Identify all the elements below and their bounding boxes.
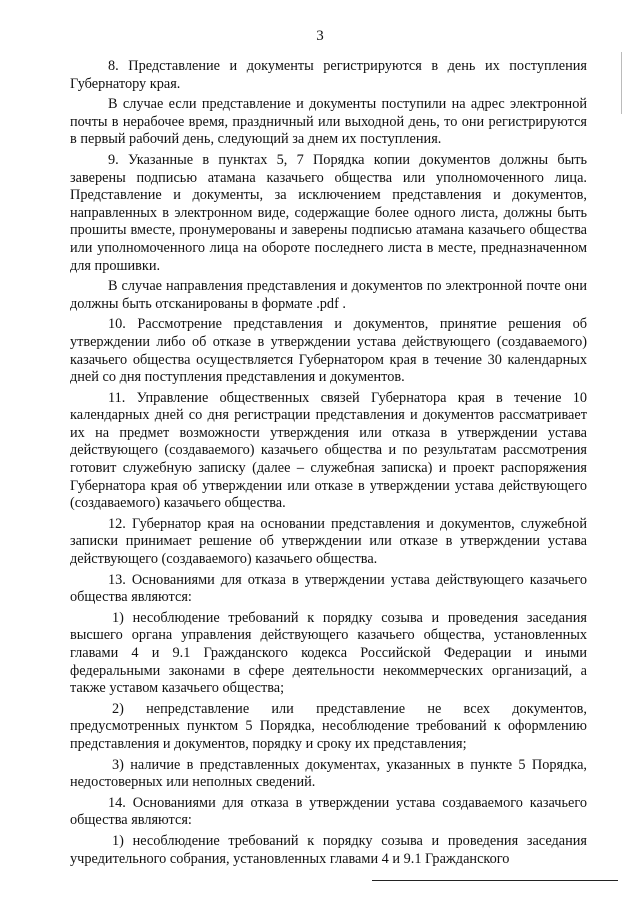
paragraph-13-item-1: 1) несоблюдение требований к порядку созыва и проведения заседания высшего органа управления действующего казачьего общества, установленных главами 4 и 9.1 Гражданского кодекса Российской Федерации и иными федеральными законами в сфере деятельности некоммерческих организаций, а также уставом казачьего общества; <box>70 609 587 697</box>
paragraph-11: 11. Управление общественных связей Губернатора края в течение 10 календарных дней со дня регистрации представления и документов рассматривает их на предмет возможности утверждения или отказа в утверждении устава действующего (создаваемого) казачьего общества и по результатам рассмотрения готовит служебную записку (далее – служебная записка) и проект распоряжения Губернатора края об утверждении или отказе в утверждении устава действующего (создаваемого) казачьего общества. <box>70 389 587 512</box>
paragraph-9: 9. Указанные в пунктах 5, 7 Порядка копии документов должны быть заверены подписью атамана казачьего общества или уполномоченного лица. Представление и документы, за исключением представления и документов, направленных в электронном виде, содержащие более одного листа, должны быть прошиты вместе, пронумерованы и заверены подписью атамана казачьего общества или уполномоченного лица на обороте последнего листа в месте, предназначенном для прошивки. <box>70 151 587 274</box>
paragraph-12: 12. Губернатор края на основании представления и документов, служебной записки принимает решение об утверждении или отказе в утверждении устава действующего (создаваемого) казачьего общества. <box>70 515 587 568</box>
paragraph-14-item-1: 1) несоблюдение требований к порядку созыва и проведения заседания учредительного собрания, установленных главами 4 и 9.1 Гражданского <box>70 832 587 867</box>
paragraph-9-note: В случае направления представления и документов по электронной почте они должны быть отсканированы в формате .pdf . <box>70 278 587 312</box>
document-body <box>70 58 587 871</box>
margin-scan-mark <box>621 52 622 114</box>
paragraph-10: 10. Рассмотрение представления и документов, принятие решения об утверждении либо об отказе в утверждении устава действующего (создаваемого) казачьего общества осуществляется Губернатором края в течение 30 календарных дней со дня поступления представления и документов. <box>70 316 587 386</box>
paragraph-8-note: В случае если представление и документы поступили на адрес электронной почты в нерабочее время, праздничный или выходной день, то они регистрируются в первый рабочий день, следующий за днем их поступления. <box>70 96 587 148</box>
paragraph-14: 14. Основаниями для отказа в утверждении устава создаваемого казачьего общества являются: <box>70 794 587 829</box>
paragraph-13-item-3: 3) наличие в представленных документах, указанных в пункте 5 Порядка, недостоверных или неполных сведений. <box>70 756 587 791</box>
paragraph-8: 8. Представление и документы регистрируются в день их поступления Губернатору края. <box>70 58 587 92</box>
paragraph-13-item-2: 2) непредставление или представление не всех документов, предусмотренных пунктом 5 Порядка, несоблюдение требований к оформлению представления и документов, порядку и сроку их представления; <box>70 700 587 752</box>
bottom-rule <box>372 880 618 881</box>
paragraph-13: 13. Основаниями для отказа в утверждении устава действующего казачьего общества являются: <box>70 571 587 606</box>
page-number: 3 <box>316 28 324 44</box>
